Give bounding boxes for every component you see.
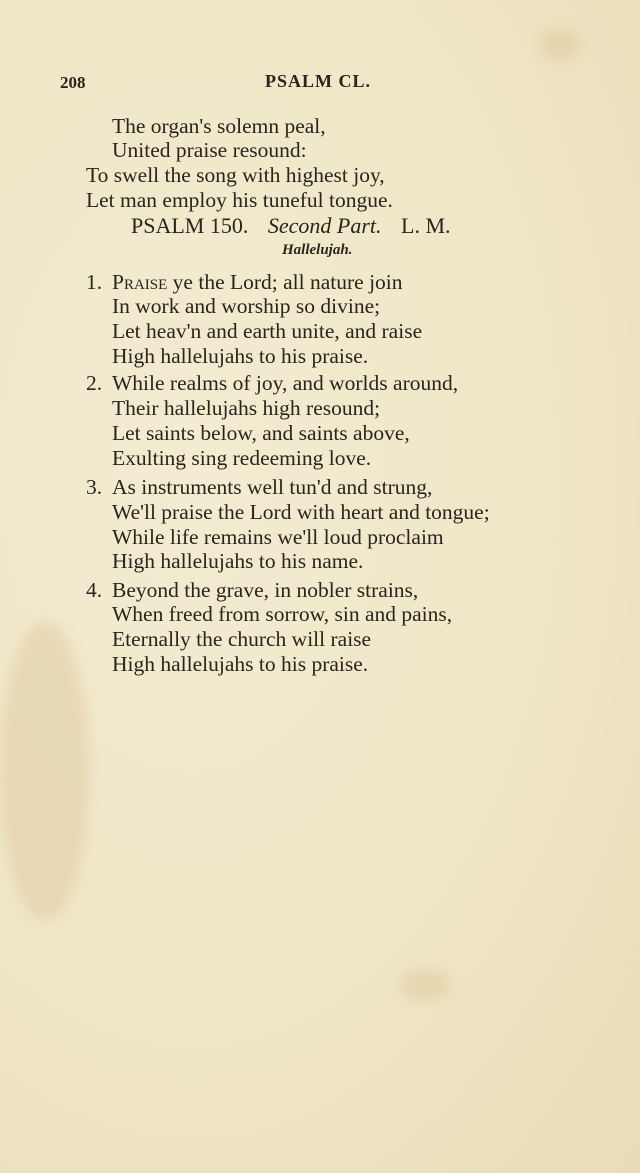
verse-line: Beyond the grave, in nobler strains, xyxy=(112,578,419,602)
verse-line: High hallelujahs to his name. xyxy=(112,549,364,573)
psalm-number: PSALM 150. xyxy=(131,213,249,238)
verse-line: Let heav'n and earth unite, and raise xyxy=(112,319,423,343)
verse-number: 2. xyxy=(86,371,103,395)
verse-number: 3. xyxy=(86,475,103,499)
intro-line: The organ's solemn peal, xyxy=(112,114,326,138)
psalm-subtitle: Hallelujah. xyxy=(282,242,353,258)
psalm-heading xyxy=(131,215,465,237)
verse-line: Let saints below, and saints above, xyxy=(112,421,410,445)
verse-number: 4. xyxy=(86,578,103,602)
verse-number: 1. xyxy=(86,270,103,294)
stain xyxy=(400,970,450,1000)
stain xyxy=(540,30,580,60)
verse-line: High hallelujahs to his praise. xyxy=(112,344,369,368)
verse-line: When freed from sorrow, sin and pains, xyxy=(112,602,453,626)
intro-line: To swell the song with highest joy, xyxy=(86,163,385,187)
verse-first-word: Praise xyxy=(112,270,168,294)
intro-line: Let man employ his tuneful tongue. xyxy=(86,188,393,212)
verse-line xyxy=(112,272,403,294)
running-head: PSALM CL. xyxy=(265,71,372,91)
verse-line: Eternally the church will raise xyxy=(112,627,372,651)
verse-line: While life remains we'll loud proclaim xyxy=(112,525,444,549)
verse-line: We'll praise the Lord with heart and tongue; xyxy=(112,500,490,524)
intro-line: United praise resound: xyxy=(112,138,307,162)
psalm-meter: L. M. xyxy=(401,213,451,238)
verse-line: High hallelujahs to his praise. xyxy=(112,652,369,676)
page-number: 208 xyxy=(60,73,86,92)
verse-line: In work and worship so divine; xyxy=(112,294,381,318)
verse-line: As instruments well tun'd and strung, xyxy=(112,475,433,499)
verse-line-text: ye the Lord; all nature join xyxy=(167,270,403,294)
stain xyxy=(0,620,90,920)
verse-line: Exulting sing redeeming love. xyxy=(112,446,372,470)
psalm-part: Second Part. xyxy=(267,213,382,238)
verse-line: While realms of joy, and worlds around, xyxy=(112,371,459,395)
verse-line: Their hallelujahs high resound; xyxy=(112,396,381,420)
